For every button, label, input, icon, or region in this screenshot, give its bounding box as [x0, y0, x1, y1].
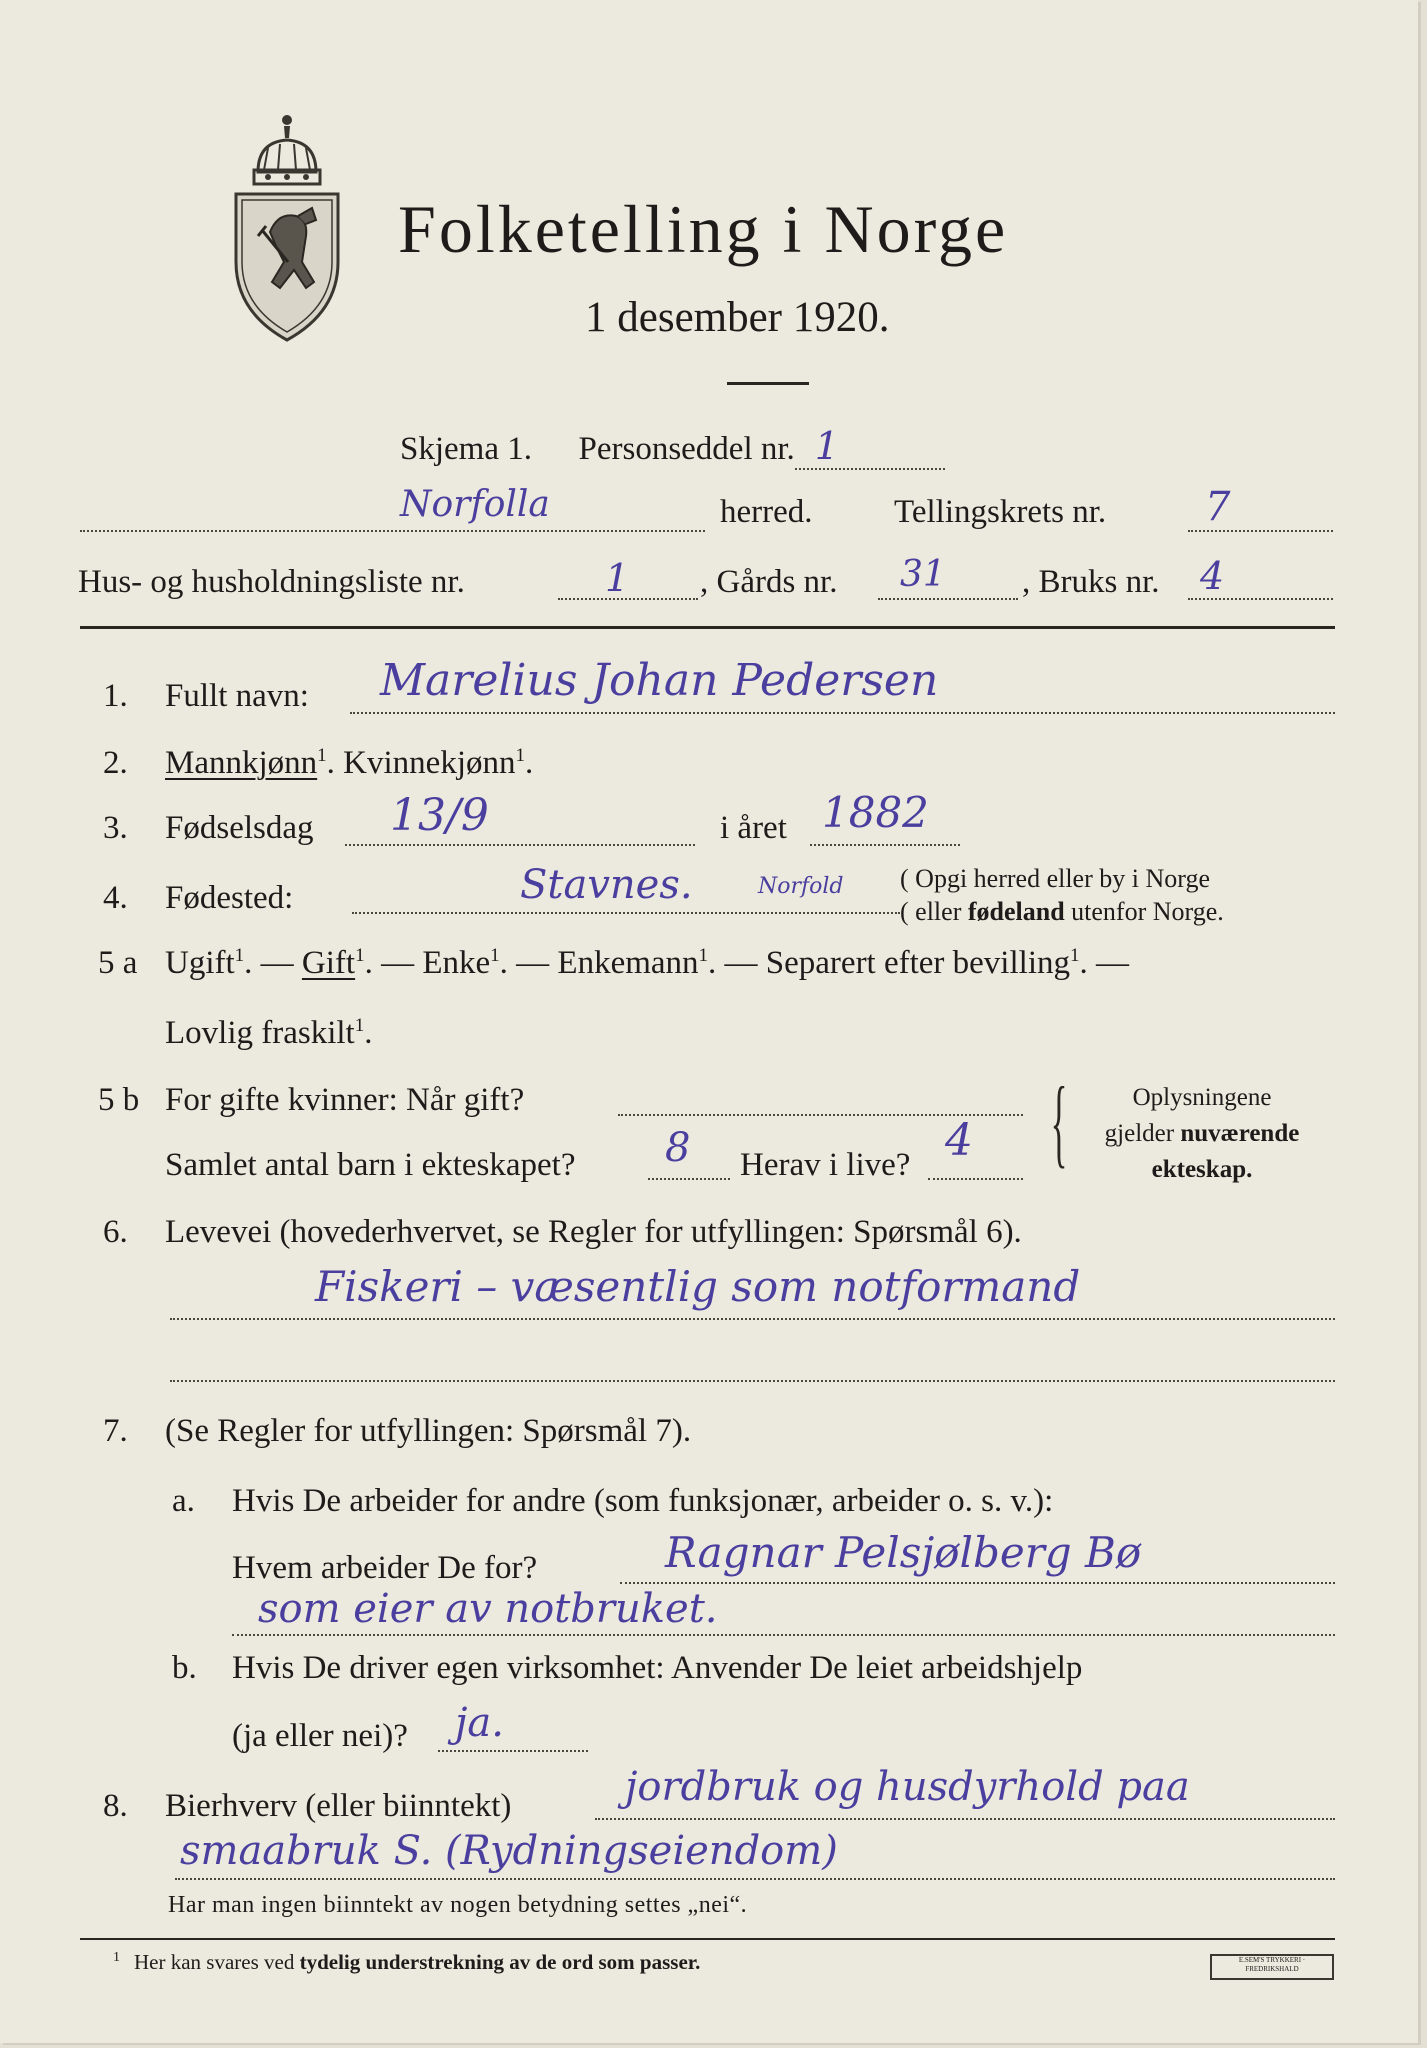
footnote-text-b: tydelig understrekning av de ord som passer.	[299, 1950, 701, 1974]
q4-label: Fødested:	[165, 880, 294, 916]
footnote-divider	[80, 1938, 1335, 1940]
q5a-sup-2: 1	[355, 945, 365, 966]
footnote	[113, 1950, 700, 1975]
q5a-fraskilt-option[interactable]: Lovlig fraskilt	[165, 1015, 355, 1051]
q5b-note	[1062, 1080, 1342, 1188]
q4-brace-top: (	[900, 864, 916, 893]
gards-value: 31	[900, 554, 946, 595]
q5a-gift-option[interactable]: Gift	[301, 945, 356, 981]
printer-stamp	[1210, 1954, 1334, 1980]
q5a-separert-option[interactable]: Separert efter bevilling	[765, 945, 1070, 981]
q5a-enke-option[interactable]: Enke	[422, 945, 491, 981]
q2-sep: .	[326, 745, 335, 781]
q5b-children-value: 8	[665, 1125, 691, 1171]
tellingskrets-line	[1188, 530, 1333, 532]
q4-brace-bottom: (	[900, 897, 916, 926]
footnote-text-a: Her kan svares ved	[134, 1950, 300, 1974]
tellingskrets-label: Tellingskrets nr.	[894, 494, 1107, 530]
q5b-note-line3: ekteskap.	[1151, 1156, 1253, 1183]
q1-number: 1.	[103, 678, 128, 714]
q1-line	[350, 712, 1335, 714]
q5b-alive-value: 4	[945, 1115, 973, 1166]
q7a-line-1	[620, 1582, 1335, 1584]
tellingskrets-value: 7	[1205, 484, 1231, 530]
q5a-number: 5 a	[98, 945, 138, 981]
gards-label: , Gårds nr.	[700, 564, 838, 600]
q5b-married-when: For gifte kvinner: Når gift?	[165, 1082, 525, 1118]
skjema-label: Skjema 1.	[400, 431, 532, 467]
q5a-enkemann-option[interactable]: Enkemann	[557, 945, 699, 981]
q7b-line	[438, 1750, 588, 1752]
printer-stamp-text: E.SEM'S TRYKKERI · FREDRIKSHALD	[1238, 1956, 1306, 1973]
q3-label: Fødselsdag	[165, 810, 314, 846]
bruks-line	[1188, 598, 1333, 600]
herred-value: Norfolla	[400, 484, 550, 525]
q7a-letter: a.	[172, 1483, 195, 1519]
q8-label: Bierhverv (eller biinntekt)	[165, 1788, 512, 1824]
q5a-dash-2: . —	[364, 945, 415, 981]
q4-note-line2b: fødeland	[967, 897, 1065, 926]
q4-note-brace	[900, 862, 1224, 928]
q5b-number: 5 b	[98, 1082, 140, 1118]
herred-line	[80, 530, 705, 532]
q3-number: 3.	[103, 810, 128, 846]
q5b-children-line	[648, 1178, 730, 1180]
q5a-dash-5: . —	[1079, 945, 1129, 981]
form-title: Folketelling i Norge	[398, 191, 1009, 267]
q5b-note-line1: Oplysningene	[1132, 1084, 1272, 1111]
q2-sup-a: 1	[317, 745, 327, 766]
bruks-value: 4	[1200, 554, 1225, 598]
hus-value: 1	[605, 556, 630, 600]
q5b-alive-line	[928, 1178, 1023, 1180]
q7b-letter: b.	[172, 1650, 197, 1686]
q5b-brace: {	[1050, 1066, 1068, 1177]
q4-number: 4.	[103, 880, 128, 916]
q8-line-1	[595, 1818, 1335, 1820]
q5a-dash-3: . —	[499, 945, 550, 981]
q6-number: 6.	[103, 1214, 128, 1250]
q2-sup-b: 1	[515, 745, 525, 766]
q8-number: 8.	[103, 1788, 128, 1824]
q8-side-income-value-2: smaabruk S. (Rydningseiendom)	[180, 1828, 838, 1874]
q7b-question: (ja eller nei)?	[232, 1718, 408, 1754]
q8-note: Har man ingen biinntekt av nogen betydning settes „nei“.	[168, 1892, 748, 1918]
q7a-line-2	[232, 1634, 1335, 1636]
q5a-options-line2: Lovlig fraskilt$^1$.	[165, 1015, 373, 1051]
herred-label: herred.	[720, 494, 813, 530]
q6-occupation-value: Fiskeri – væsentlig som notformand	[315, 1262, 1081, 1311]
q3-year-label: i året	[720, 810, 787, 846]
q5a-dash-1: . —	[244, 945, 294, 981]
q2-number: 2.	[103, 745, 128, 781]
q7-number: 7.	[103, 1413, 128, 1449]
footnote-mark: 1	[113, 1950, 120, 1965]
q8-side-income-value-1: jordbruk og husdyrhold paa	[625, 1764, 1190, 1810]
q5a-sup-4: 1	[698, 945, 709, 966]
q3-day-line	[345, 844, 695, 846]
q7a-employer-value-2: som eier av notbruket.	[258, 1586, 718, 1632]
title-divider	[727, 382, 809, 385]
section-divider	[80, 626, 1335, 629]
q1-full-name: Marelius Johan Pedersen	[380, 655, 939, 706]
skjema-line	[400, 424, 945, 470]
q5a-sup-3: 1	[490, 945, 500, 966]
q5b-alive-label: Herav i live?	[740, 1147, 911, 1183]
q5b-children-label: Samlet antal barn i ekteskapet?	[165, 1147, 576, 1183]
q1-label: Fullt navn:	[165, 678, 309, 714]
q3-year-value: 1882	[822, 788, 929, 837]
q5b-note-line2b: nuværende	[1180, 1120, 1300, 1147]
q2-male-option[interactable]: Mannkjønn	[165, 745, 318, 781]
q5a-sup-5: 1	[1069, 945, 1080, 966]
q4-line	[352, 912, 900, 914]
hus-label: Hus- og husholdningsliste nr.	[78, 564, 465, 600]
q7-label: (Se Regler for utfyllingen: Spørsmål 7).	[165, 1413, 692, 1449]
q3-birthday-value: 13/9	[390, 790, 489, 841]
q6-line-2	[170, 1380, 1335, 1382]
personseddel-value: 1	[814, 424, 839, 468]
coat-of-arms-icon	[228, 112, 346, 344]
q2-options	[165, 745, 533, 782]
q6-label: Levevei (hovederhvervet, se Regler for utfyllingen: Spørsmål 6).	[165, 1214, 1022, 1250]
q2-female-option[interactable]: Kvinnekjønn	[343, 745, 516, 781]
q4-note-line2c: utenfor Norge.	[1064, 897, 1224, 926]
census-date: 1 desember 1920.	[585, 294, 890, 341]
q5a-dash-4: . —	[708, 945, 758, 981]
q7b-text: Hvis De driver egen virksomhet: Anvender De leiet arbeidshjelp	[232, 1650, 1083, 1686]
q7a-question: Hvem arbeider De for?	[232, 1550, 538, 1586]
q5a-options	[165, 945, 1129, 982]
bruks-label: , Bruks nr.	[1022, 564, 1160, 600]
q2-end: .	[525, 745, 534, 781]
q8-line-2	[175, 1878, 1335, 1880]
q4-birthplace-extra: Norfold	[758, 874, 844, 899]
q7a-employer-value-1: Ragnar Pelsjølberg Bø	[665, 1528, 1142, 1577]
personseddel-label: Personseddel nr.	[578, 431, 795, 467]
q5a-sup-6: 1	[354, 1015, 365, 1036]
q4-note-line1: Opgi herred eller by i Norge	[915, 864, 1210, 893]
q5b-note-line2a: gjelder	[1104, 1120, 1181, 1147]
q7b-answer-value: ja.	[455, 1700, 504, 1746]
q6-line-1	[170, 1318, 1335, 1320]
q4-note-line2a: eller	[915, 897, 968, 926]
q5a-ugift-option[interactable]: Ugift	[165, 945, 235, 981]
q5a-sup-1: 1	[234, 945, 245, 966]
q3-year-line	[810, 844, 960, 846]
q7a-text: Hvis De arbeider for andre (som funksjonær, arbeider o. s. v.):	[232, 1483, 1054, 1519]
gards-line	[878, 598, 1018, 600]
q4-birthplace-value: Stavnes.	[520, 862, 693, 908]
